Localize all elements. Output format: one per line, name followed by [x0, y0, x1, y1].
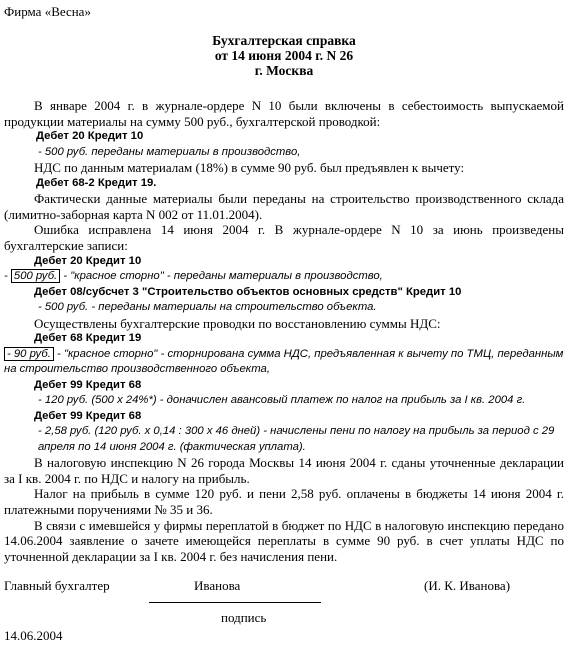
entry-1-desc: - 500 руб. переданы материалы в производство, [38, 145, 301, 158]
entry-7-title: Дебет 99 Кредит 68 [34, 409, 142, 422]
entry-4-desc: - 500 руб. - переданы материалы на строительство объекта. [38, 301, 377, 314]
signature-caption: подпись [221, 610, 267, 626]
entry-7-desc: - 2,58 руб. (120 руб. х 0,14 : 300 х 46 дней) - начислены пени по налогу на прибыль за период с 29 апреля по 14 июня 2004 г. (фактическая уплата). [38, 425, 555, 453]
document-body [4, 98, 564, 564]
entry-5-text: - "красное сторно" - сторнирована сумма НДС, предъявленная к вычету по ТМЦ, переданным на строительство производственного объекта, [4, 347, 564, 376]
entry-3-title: Дебет 20 Кредит 10 [34, 254, 142, 267]
firm-name: Фирма «Весна» [4, 4, 91, 19]
paragraph-2: НДС по данным материалам (18%) в сумме 90 руб. был предъявлен к вычету: [34, 160, 465, 176]
document-date: 14.06.2004 [4, 628, 63, 644]
document [4, 4, 564, 648]
signer-full-name: (И. К. Иванова) [424, 578, 511, 594]
entry-5-desc [4, 347, 564, 378]
entry-6-desc: - 120 руб. (500 х 24%*) - доначислен авансовый платеж по налог на прибыль за I кв. 2004 г. [38, 394, 526, 407]
entry-4-title: Дебет 08/субсчет 3 "Строительство объектов основных средств" Кредит 10 [34, 285, 462, 298]
signature-name: Иванова [194, 578, 241, 594]
signature-block [4, 578, 564, 648]
document-number-date: от 14 июня 2004 г. N 26 [214, 48, 354, 63]
document-title: Бухгалтерская справка [212, 33, 356, 48]
entry-6-title: Дебет 99 Кредит 68 [34, 378, 142, 391]
signature-line [149, 602, 321, 603]
document-header [4, 33, 564, 78]
paragraph-7: Налог на прибыль в сумме 120 руб. и пени 2,58 руб. оплачены в бюджеты 14 июня 2004 г. платежными поручениями № 35 и 36. [4, 486, 564, 518]
paragraph-6: В налоговую инспекцию N 26 города Москвы 14 июня 2004 г. сданы уточненные декларации за I кв. 2004 г. по НДС и налогу на прибыль. [4, 455, 564, 486]
entry-5-title: Дебет 68 Кредит 19 [34, 332, 142, 345]
entry-2-title: Дебет 68-2 Кредит 19. [36, 176, 157, 189]
paragraph-3: Фактически данные материалы были переданы на строительство производственного склада (лимитно-заборная карта N 002 от 11.01.2004). [4, 191, 564, 222]
entry-3-text: - "красное сторно" - переданы материалы в производство, [60, 270, 383, 283]
paragraph-4: Ошибка исправлена 14 июня 2004 г. В журнале-ордере N 10 за июнь произведены бухгалтерские записи: [4, 222, 564, 254]
entry-3-prefix: - [4, 270, 11, 283]
signer-role: Главный бухгалтер [4, 578, 110, 594]
storno-amount-box: 500 руб. [11, 269, 60, 283]
storno-vat-box: - 90 руб. [4, 347, 54, 361]
paragraph-5: Осуществлены бухгалтерские проводки по восстановлению суммы НДС: [34, 315, 441, 331]
entry-1-title: Дебет 20 Кредит 10 [36, 130, 144, 143]
paragraph-1: В январе 2004 г. в журнале-ордере N 10 были включены в себестоимость выпускаемой продукции материалы на сумму 500 руб., бухгалтерской проводкой: [4, 98, 564, 129]
document-city: г. Москва [254, 63, 314, 78]
paragraph-8: В связи с имевшейся у фирмы переплатой в бюджет по НДС в налоговую инспекцию передано 14.06.2004 заявление о зачете имеющейся переплаты в сумме 90 руб. в счет уплаты НДС по уточненной декларации за I кв. 2004 г. без начисления пени. [4, 517, 564, 564]
entry-3-desc [4, 269, 564, 285]
